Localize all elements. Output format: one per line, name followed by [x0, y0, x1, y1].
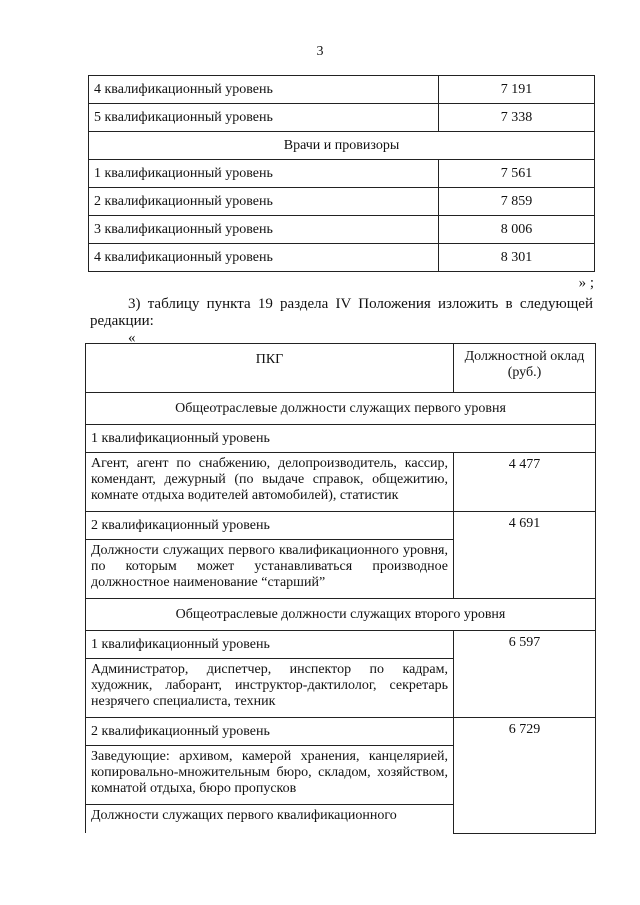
table-row [89, 244, 595, 272]
position-description: Должности служащих первого квалификационного уровня, по которым может устанавливаться производное должностное наименование “старший” [86, 540, 454, 599]
salary-value: 7 338 [439, 104, 595, 132]
opening-quote: « [128, 330, 136, 346]
salary-value: 8 301 [439, 244, 595, 272]
table-row [89, 216, 595, 244]
closing-quote: » ; [578, 275, 594, 291]
qualification-level: 5 квалификационный уровень [89, 104, 439, 132]
table-row [89, 76, 595, 104]
qualification-level: 2 квалификационный уровень [86, 512, 454, 540]
qualification-level: 1 квалификационный уровень [89, 160, 439, 188]
salary-table-continued [88, 75, 595, 272]
qualification-level: 4 квалификационный уровень [89, 76, 439, 104]
salary-value: 4 691 [454, 512, 596, 599]
qualification-level: 2 квалификационный уровень [86, 718, 454, 746]
position-description: Заведующие: архивом, камерой хранения, канцелярией, копировально-множительным бюро, складом, хозяйством, комнатой отдыха, бюро пропусков [86, 746, 454, 805]
table-row [86, 718, 596, 746]
position-description: Должности служащих первого квалификационного [86, 805, 454, 834]
table-row [86, 453, 596, 512]
qualification-level: 3 квалификационный уровень [89, 216, 439, 244]
header-pkg: ПКГ [86, 344, 454, 393]
salary-value: 6 597 [454, 631, 596, 718]
table-header-row [86, 344, 596, 393]
page-number: 3 [316, 44, 324, 59]
position-description: Агент, агент по снабжению, делопроизводитель, кассир, комендант, дежурный (по выдаче справок, общежитию, комнате отдыха водителей автомобилей), статистик [86, 453, 454, 512]
pkg-salary-table [85, 343, 596, 834]
qualification-level: 4 квалификационный уровень [89, 244, 439, 272]
salary-value: 6 729 [454, 718, 596, 834]
section-title: Общеотраслевые должности служащих второго уровня [86, 599, 596, 631]
position-description: Администратор, диспетчер, инспектор по кадрам, художник, лаборант, инструктор-дактилолог, секретарь незрячего специалиста, техник [86, 659, 454, 718]
salary-value: 7 191 [439, 76, 595, 104]
table-row [86, 631, 596, 659]
salary-value: 7 859 [439, 188, 595, 216]
salary-value: 7 561 [439, 160, 595, 188]
table-row [89, 188, 595, 216]
table-row [86, 512, 596, 540]
qualification-level: 2 квалификационный уровень [89, 188, 439, 216]
section-title: Общеотраслевые должности служащих первого уровня [86, 393, 596, 425]
table-row [89, 104, 595, 132]
section-title: Врачи и провизоры [89, 132, 595, 160]
table-row [86, 425, 596, 453]
salary-value: 8 006 [439, 216, 595, 244]
section-row [86, 393, 596, 425]
qualification-level: 1 квалификационный уровень [86, 425, 596, 453]
salary-table-body [89, 76, 595, 272]
amendment-paragraph: 3) таблицу пункта 19 раздела IV Положения изложить в следующей редакции: [90, 296, 593, 329]
salary-value: 4 477 [454, 453, 596, 512]
section-row [89, 132, 595, 160]
qualification-level: 1 квалификационный уровень [86, 631, 454, 659]
header-salary: Должностной оклад (руб.) [454, 344, 596, 393]
section-row [86, 599, 596, 631]
table-row [89, 160, 595, 188]
